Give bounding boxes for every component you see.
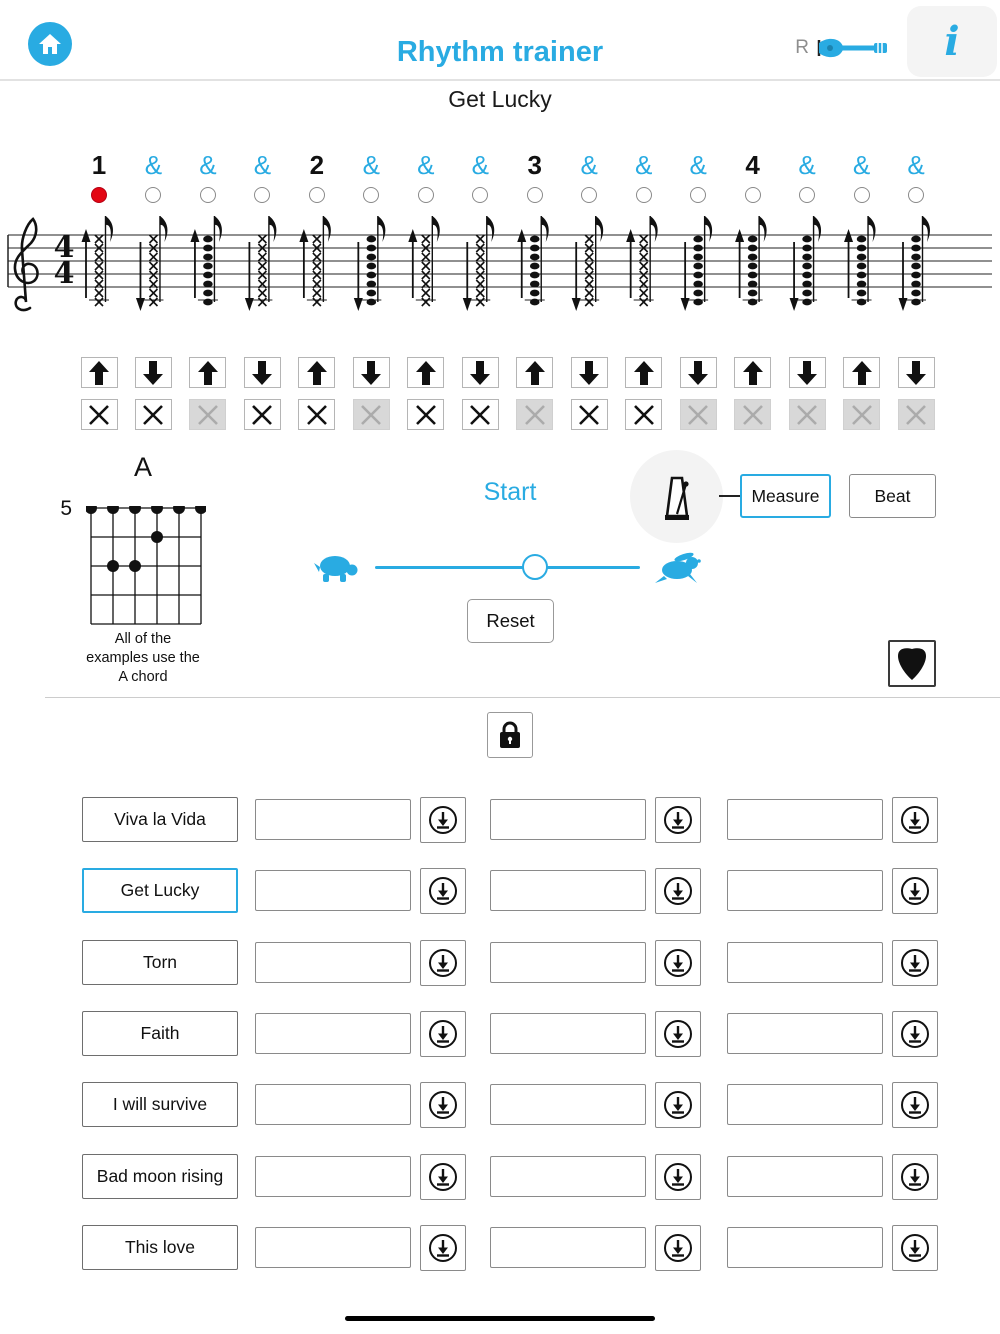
download-button[interactable] — [420, 940, 466, 986]
lock-button[interactable] — [487, 712, 533, 758]
mute-toggle-box-off[interactable] — [789, 399, 826, 430]
download-button[interactable] — [420, 868, 466, 914]
beat-and: & — [471, 150, 489, 180]
mute-toggle-box-off[interactable] — [734, 399, 771, 430]
download-button[interactable] — [655, 1154, 701, 1200]
guitar-pick-icon — [897, 647, 927, 681]
x-mark-icon — [197, 404, 219, 426]
download-button[interactable] — [655, 797, 701, 843]
download-icon — [662, 1232, 694, 1264]
beat-and: & — [798, 150, 816, 180]
song-button-this-love[interactable]: This love — [82, 1225, 238, 1270]
beat-dot — [908, 187, 924, 203]
beat-dot — [581, 187, 597, 203]
download-icon — [899, 947, 931, 979]
beat-dot — [636, 187, 652, 203]
mute-toggle-row — [0, 399, 1000, 431]
mute-toggle-box-on[interactable] — [81, 399, 118, 430]
beat-dot — [472, 187, 488, 203]
strum-down-box[interactable] — [353, 357, 390, 388]
recording-slot-field[interactable] — [490, 942, 646, 983]
mute-toggle-box-off[interactable] — [189, 399, 226, 430]
mute-toggle-box-off[interactable] — [898, 399, 935, 430]
download-icon — [899, 875, 931, 907]
svg-text:4: 4 — [53, 256, 75, 291]
strum-up-box[interactable] — [407, 357, 444, 388]
hand-mode-label: R — [795, 37, 809, 58]
arrow-down-icon — [686, 360, 710, 386]
mute-toggle-box-on[interactable] — [625, 399, 662, 430]
mute-toggle-box-off[interactable] — [680, 399, 717, 430]
recording-slot-field[interactable] — [255, 1156, 411, 1197]
song-button-viva-la-vida[interactable]: Viva la Vida — [82, 797, 238, 842]
download-icon — [427, 1089, 459, 1121]
current-song-title: Get Lucky — [448, 86, 552, 112]
download-icon — [427, 1161, 459, 1193]
download-icon — [427, 947, 459, 979]
download-button[interactable] — [420, 797, 466, 843]
download-button[interactable] — [655, 1011, 701, 1057]
chord-caption-line: A chord — [118, 669, 168, 685]
download-icon — [662, 1161, 694, 1193]
chord-caption-line: examples use the — [86, 650, 200, 666]
song-row — [80, 1011, 940, 1057]
strum-down-box[interactable] — [680, 357, 717, 388]
recording-slot-field[interactable] — [727, 1156, 883, 1197]
download-button[interactable] — [420, 1225, 466, 1271]
metronome-connector-line — [719, 495, 741, 497]
x-mark-icon — [469, 404, 491, 426]
mute-toggle-box-off[interactable] — [353, 399, 390, 430]
song-button-bad-moon-rising[interactable]: Bad moon rising — [82, 1154, 238, 1199]
pick-tone-button[interactable] — [888, 640, 936, 687]
open-chord — [354, 216, 386, 311]
arrow-up-icon — [87, 360, 111, 386]
song-row — [80, 1082, 940, 1128]
download-icon — [899, 1161, 931, 1193]
x-mark-icon — [524, 404, 546, 426]
strum-up-box[interactable] — [298, 357, 335, 388]
hand-mode-toggle[interactable] — [795, 34, 888, 62]
arrow-down-icon — [468, 360, 492, 386]
mute-toggle-box-on[interactable] — [135, 399, 172, 430]
chord-caption-line: All of the — [114, 631, 172, 647]
beat-and: & — [634, 150, 653, 180]
metronome-icon — [655, 472, 699, 522]
beat-dot-active — [91, 187, 107, 203]
beat-dots-row — [0, 187, 1000, 205]
download-button[interactable] — [655, 868, 701, 914]
song-button-faith[interactable]: Faith — [82, 1011, 238, 1056]
download-icon — [899, 1018, 931, 1050]
recording-slot-field[interactable] — [490, 799, 646, 840]
open-chord — [899, 216, 931, 311]
beat-dot — [418, 187, 434, 203]
beat-and: & — [199, 150, 217, 180]
start-button[interactable]: Start — [410, 478, 610, 507]
recording-slot-field[interactable] — [727, 799, 883, 840]
x-mark-icon — [905, 404, 927, 426]
download-button[interactable] — [420, 1154, 466, 1200]
strum-down-box[interactable] — [462, 357, 499, 388]
beat-dot — [200, 187, 216, 203]
mute-toggle-box-on[interactable] — [407, 399, 444, 430]
download-button[interactable] — [892, 868, 938, 914]
download-button[interactable] — [420, 1011, 466, 1057]
x-mark-icon — [142, 404, 164, 426]
recording-slot-field[interactable] — [490, 870, 646, 911]
arrow-down-icon — [577, 360, 601, 386]
song-row — [80, 1154, 940, 1200]
x-mark-icon — [796, 404, 818, 426]
download-icon — [899, 1232, 931, 1264]
open-chord — [790, 216, 822, 311]
beat-dot — [745, 187, 761, 203]
beat-dot — [363, 187, 379, 203]
strum-down-box[interactable] — [789, 357, 826, 388]
x-mark-icon — [578, 404, 600, 426]
muted-strum-chord — [136, 216, 168, 311]
measure-mode-button[interactable]: Measure — [740, 474, 831, 518]
download-button[interactable] — [892, 797, 938, 843]
arrow-up-icon — [850, 360, 874, 386]
beat-number: 3 — [527, 150, 542, 180]
beat-dot — [145, 187, 161, 203]
download-icon — [662, 804, 694, 836]
treble-clef-icon — [15, 219, 38, 310]
chord-name: A — [133, 452, 152, 482]
beat-dot — [309, 187, 325, 203]
x-mark-icon — [251, 404, 273, 426]
info-button[interactable] — [907, 6, 997, 77]
tempo-slider-track[interactable] — [375, 566, 640, 569]
strum-up-box[interactable] — [516, 357, 553, 388]
recording-slot-field[interactable] — [490, 1084, 646, 1125]
muted-strum-chord — [245, 216, 277, 311]
mute-toggle-box-on[interactable] — [244, 399, 281, 430]
strum-down-box[interactable] — [898, 357, 935, 388]
download-icon — [899, 804, 931, 836]
x-mark-icon — [851, 404, 873, 426]
arrow-down-icon — [141, 360, 165, 386]
beat-number: 1 — [91, 150, 107, 180]
muted-strum-chord — [572, 216, 604, 311]
song-button-get-lucky[interactable]: Get Lucky — [82, 868, 238, 913]
recording-slot-field[interactable] — [727, 870, 883, 911]
info-label: i — [944, 18, 960, 65]
download-button[interactable] — [892, 1011, 938, 1057]
arrow-down-icon — [795, 360, 819, 386]
recording-slot-field[interactable] — [255, 942, 411, 983]
song-button-i-will-survive[interactable]: I will survive — [82, 1082, 238, 1127]
arrow-down-icon — [250, 360, 274, 386]
recording-slot-field[interactable] — [727, 942, 883, 983]
x-mark-icon — [360, 404, 382, 426]
download-button[interactable] — [892, 1154, 938, 1200]
muted-strum-chord — [463, 216, 495, 311]
recording-slot-field[interactable] — [255, 1084, 411, 1125]
beat-dot — [254, 187, 270, 203]
download-icon — [427, 875, 459, 907]
song-row — [80, 797, 940, 843]
download-icon — [662, 1018, 694, 1050]
download-icon — [427, 804, 459, 836]
chord-diagram — [86, 506, 206, 626]
strum-up-box[interactable] — [81, 357, 118, 388]
download-button[interactable] — [655, 1225, 701, 1271]
song-row — [80, 940, 940, 986]
download-button[interactable] — [655, 1082, 701, 1128]
home-indicator-bar[interactable] — [345, 1316, 655, 1321]
download-icon — [427, 1018, 459, 1050]
strum-up-box[interactable] — [625, 357, 662, 388]
recording-slot-field[interactable] — [727, 1013, 883, 1054]
arrow-up-icon — [741, 360, 765, 386]
svg-text:4: 4 — [53, 230, 75, 265]
beat-and: & — [144, 150, 163, 180]
recording-slot-field[interactable] — [490, 1227, 646, 1268]
section-divider — [45, 697, 1000, 698]
strum-down-box[interactable] — [571, 357, 608, 388]
recording-slot-field[interactable] — [255, 870, 411, 911]
beat-mode-button[interactable]: Beat — [849, 474, 936, 518]
beat-dot — [854, 187, 870, 203]
arrow-up-icon — [632, 360, 656, 386]
download-button[interactable] — [892, 1225, 938, 1271]
arrow-down-icon — [904, 360, 928, 386]
strum-up-box[interactable] — [734, 357, 771, 388]
recording-slot-field[interactable] — [255, 1227, 411, 1268]
download-button[interactable] — [420, 1082, 466, 1128]
recording-slot-field[interactable] — [255, 1013, 411, 1054]
recording-slot-field[interactable] — [727, 1084, 883, 1125]
padlock-icon — [497, 720, 523, 750]
beat-and: & — [362, 150, 380, 180]
notation-staff — [0, 212, 1000, 316]
fret-number: 5 — [60, 497, 72, 520]
reset-button[interactable]: Reset — [467, 599, 554, 643]
beat-dot — [799, 187, 815, 203]
strum-up-box[interactable] — [189, 357, 226, 388]
beat-and: & — [253, 150, 272, 180]
beat-and: & — [689, 150, 707, 180]
x-mark-icon — [88, 404, 110, 426]
mute-toggle-box-on[interactable] — [298, 399, 335, 430]
download-icon — [662, 875, 694, 907]
beat-number: 4 — [745, 150, 760, 180]
song-row — [80, 868, 940, 914]
download-icon — [899, 1089, 931, 1121]
download-button[interactable] — [892, 940, 938, 986]
recording-slot-field[interactable] — [490, 1013, 646, 1054]
mute-toggle-box-off[interactable] — [843, 399, 880, 430]
strum-down-box[interactable] — [244, 357, 281, 388]
beat-and: & — [580, 150, 598, 180]
x-mark-icon — [633, 404, 655, 426]
turtle-slow-icon — [314, 551, 360, 590]
beat-and: & — [417, 150, 435, 180]
download-button[interactable] — [655, 940, 701, 986]
x-mark-icon — [742, 404, 764, 426]
download-icon — [427, 1232, 459, 1264]
strum-direction-row — [0, 357, 1000, 389]
strum-up-box[interactable] — [843, 357, 880, 388]
header — [0, 0, 1000, 81]
beat-counter-row — [0, 150, 1000, 182]
beat-dot — [527, 187, 543, 203]
arrow-up-icon — [305, 360, 329, 386]
open-chord — [681, 216, 713, 311]
download-icon — [662, 947, 694, 979]
mute-toggle-box-on[interactable] — [571, 399, 608, 430]
x-mark-icon — [687, 404, 709, 426]
tempo-slider-thumb[interactable] — [522, 554, 548, 580]
mute-toggle-box-off[interactable] — [516, 399, 553, 430]
recording-slot-field[interactable] — [490, 1156, 646, 1197]
recording-slot-field[interactable] — [727, 1227, 883, 1268]
download-icon — [662, 1089, 694, 1121]
song-row — [80, 1225, 940, 1271]
beat-dot — [690, 187, 706, 203]
arrow-up-icon — [523, 360, 547, 386]
guitar-icon — [816, 34, 888, 62]
beat-number: 2 — [309, 150, 325, 180]
x-mark-icon — [306, 404, 328, 426]
recording-slot-field[interactable] — [255, 799, 411, 840]
mute-toggle-box-on[interactable] — [462, 399, 499, 430]
chord-caption — [58, 630, 228, 687]
app-title: Rhythm trainer — [396, 36, 604, 68]
beat-and: & — [852, 150, 871, 180]
song-button-torn[interactable]: Torn — [82, 940, 238, 985]
metronome-button[interactable] — [630, 450, 723, 543]
arrow-up-icon — [414, 360, 438, 386]
x-mark-icon — [415, 404, 437, 426]
strum-down-box[interactable] — [135, 357, 172, 388]
beat-and: & — [907, 150, 925, 180]
rabbit-fast-icon — [655, 547, 703, 590]
arrow-up-icon — [196, 360, 220, 386]
download-button[interactable] — [892, 1082, 938, 1128]
arrow-down-icon — [359, 360, 383, 386]
